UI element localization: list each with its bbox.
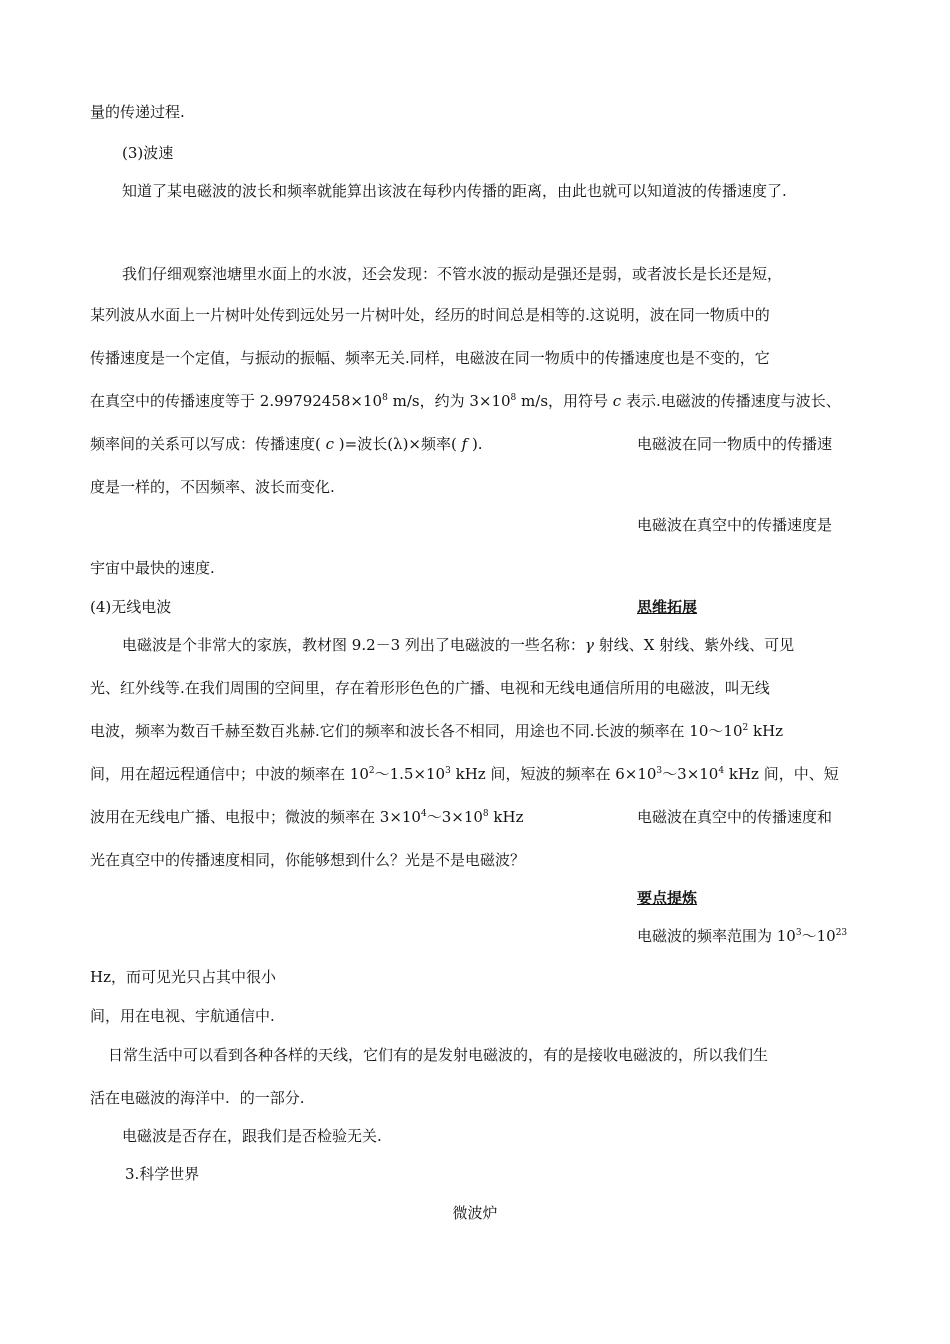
text-line: 光在真空中的传播速度相同，你能够想到什么？光是不是电磁波？ xyxy=(90,851,526,869)
text-line xyxy=(90,1088,305,1108)
text-line xyxy=(90,807,524,827)
text-fragment: )=波长(λ)×频率( xyxy=(334,435,462,453)
sidebar-heading-thinking-extension: 思维拓展 xyxy=(637,598,698,616)
symbol-gamma: γ xyxy=(584,636,594,654)
text-line xyxy=(90,764,839,784)
text-line: Hz，而可见光只占其中很小 xyxy=(90,968,276,986)
section-heading-science-world: 3.科学世界 xyxy=(125,1165,200,1183)
text-fragment: kHz 间，短波的频率在 6×10 xyxy=(450,765,657,783)
superscript: 4 xyxy=(718,766,725,776)
superscript: 8 xyxy=(482,809,489,819)
superscript: 8 xyxy=(510,393,517,403)
text-line xyxy=(90,434,483,454)
superscript: 8 xyxy=(382,393,388,403)
section-heading-wave-speed: (3)波速 xyxy=(122,144,174,162)
text-fragment: 在真空中的传播速度等于 2.99792458×10 xyxy=(90,392,383,410)
sidebar-note: 电磁波在真空中的传播速度和 xyxy=(637,808,833,826)
text-line: 光、红外线等.在我们周围的空间里，存在着形形色色的广播、电视和无线电通信所用的电磁波，叫无线 xyxy=(90,679,770,697)
text-fragment: ～10 xyxy=(801,927,836,945)
text-fragment: 电磁波是个非常大的家族，教材图 9.2－3 列出了电磁波的一些名称： xyxy=(122,636,585,654)
superscript: 23 xyxy=(835,928,848,938)
text-line: 量的传递过程. xyxy=(90,103,185,121)
page-title-microwave-oven: 微波炉 xyxy=(452,1204,498,1222)
text-fragment: kHz xyxy=(748,722,784,740)
text-fragment: 活在电磁波的海洋中. xyxy=(90,1089,230,1107)
text-line xyxy=(90,391,841,411)
text-fragment: 波用在无线电广播、电报中；微波的频率在 3×10 xyxy=(90,808,421,826)
text-line: 电磁波是否存在，跟我们是否检验无关. xyxy=(122,1127,382,1145)
text-fragment: 射线、X 射线、紫外线、可见 xyxy=(593,636,795,654)
superscript: 2 xyxy=(742,723,749,733)
text-fragment: ～1.5×10 xyxy=(374,765,446,783)
symbol-c: c xyxy=(612,392,622,410)
sidebar-note: 电磁波在真空中的传播速度是 xyxy=(637,516,833,534)
symbol-c: c xyxy=(325,435,335,453)
text-line xyxy=(90,721,783,741)
text-fragment: 电波，频率为数百千赫至数百兆赫.它们的频率和波长各不相同，用途也不同.长波的频率在 10～10 xyxy=(90,722,743,740)
text-fragment: ～3×10 xyxy=(426,808,483,826)
text-fragment: 间，用在超远程通信中；中波的频率在 10 xyxy=(90,765,369,783)
section-heading-radio-waves: (4)无线电波 xyxy=(90,598,172,616)
text-fragment: ). xyxy=(467,435,483,453)
text-line: 间，用在电视、宇航通信中. xyxy=(90,1007,275,1025)
sidebar-note xyxy=(637,926,847,946)
text-fragment: m/s，用符号 xyxy=(516,392,613,410)
text-fragment: m/s，约为 3×10 xyxy=(387,392,511,410)
text-fragment: kHz xyxy=(488,808,524,826)
text-line: 某列波从水面上一片树叶处传到远处另一片树叶处，经历的时间总是相等的.这说明，波在同一物质中的 xyxy=(90,306,770,324)
text-line: 我们仔细观察池塘里水面上的水波，还会发现：不管水波的振动是强还是弱，或者波长是长还是短， xyxy=(122,265,783,283)
superscript: 2 xyxy=(368,766,375,776)
superscript: 3 xyxy=(445,766,451,776)
text-fragment: kHz 间，中、短 xyxy=(724,765,839,783)
text-line: 日常生活中可以看到各种各样的天线，它们有的是发射电磁波的，有的是接收电磁波的，所以我们生 xyxy=(108,1046,769,1064)
text-fragment: 的一部分. xyxy=(239,1089,305,1107)
sidebar-heading-key-points: 要点提炼 xyxy=(637,889,698,907)
text-line: 度是一样的，不因频率、波长而变化. xyxy=(90,478,335,496)
text-fragment: 电磁波的频率范围为 10 xyxy=(637,927,796,945)
text-fragment: 频率间的关系可以写成：传播速度( xyxy=(90,435,326,453)
text-fragment: 表示.电磁波的传播速度与波长、 xyxy=(621,392,841,410)
text-line: 知道了某电磁波的波长和频率就能算出该波在每秒内传播的距离，由此也就可以知道波的传播速度了. xyxy=(122,182,787,200)
text-line: 宇宙中最快的速度. xyxy=(90,559,215,577)
sidebar-note: 电磁波在同一物质中的传播速 xyxy=(637,435,833,453)
text-line xyxy=(122,635,794,655)
superscript: 3 xyxy=(795,928,802,938)
text-line: 传播速度是一个定值，与振动的振幅、频率无关.同样，电磁波在同一物质中的传播速度也是不变的，它 xyxy=(90,349,770,367)
superscript: 4 xyxy=(420,809,427,819)
symbol-f: f xyxy=(461,435,468,453)
text-fragment: ～3×10 xyxy=(662,765,719,783)
superscript: 3 xyxy=(656,766,663,776)
